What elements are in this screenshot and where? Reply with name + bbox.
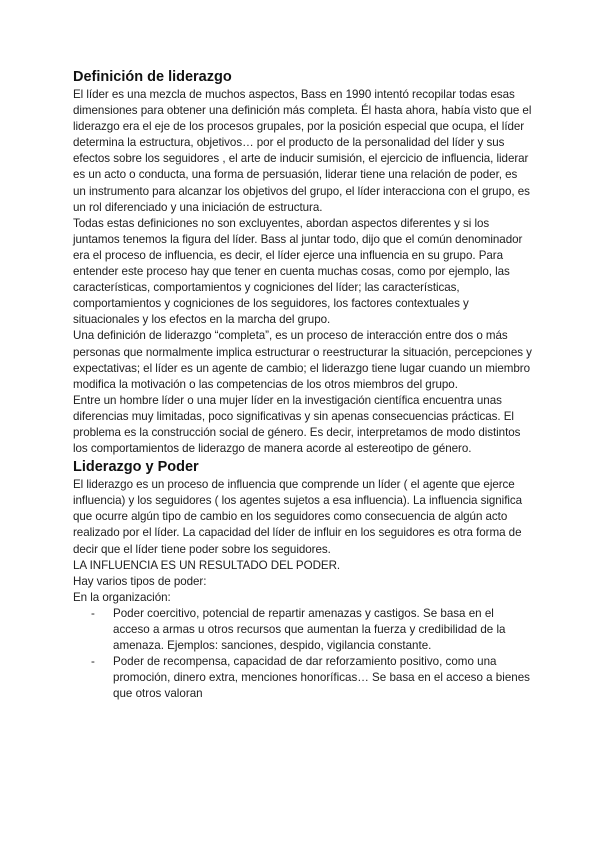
paragraph: Una definición de liderazgo “completa”, es un proceso de interacción entre dos o más personas que normalmente implica estructurar o reestructurar la situación, percepciones y expectativas; el líder es un agente de cambio; el liderazgo tiene lugar cuando un miembro modifica la motivación o las competencias de los otros miembros del grupo. <box>73 329 532 391</box>
section-heading-liderazgo-poder: Liderazgo y Poder <box>73 459 199 476</box>
section-heading-definicion: Definición de liderazgo <box>73 69 232 85</box>
list-item <box>91 606 533 654</box>
paragraph: Entre un hombre líder o una mujer líder en la investigación científica encuentra unas diferencias muy limitadas, poco significativas y sin apenas consecuencias prácticas. El problema es la construcción social de género. Es decir, interpretamos de modo distintos los comportamientos de liderazgo de manera acorde al estereotipo de género. <box>73 393 521 456</box>
bullet-dash: - <box>91 606 95 620</box>
paragraph: El líder es una mezcla de muchos aspectos, Bass en 1990 intentó recopilar todas esas dimensiones para obtener una definición más completa. Él hasta ahora, había visto que el liderazgo era el eje de los procesos grupales, por la posición especial que ocupa, el líder determina la estructura, objetivos… por el producto de la personalidad del líder y sus efectos sobre los seguidores , el arte de inducir sumisión, el ejercicio de influencia, liderar es un acto o conducta, una forma de persuasión, liderar tiene una relación de poder, es un instrumento para alcanzar los objetivos del grupo, el líder interacciona con el grupo, es un rol diferenciado y una iniciación de estructura. <box>73 88 532 214</box>
list-item <box>91 654 533 702</box>
paragraph: En la organización: <box>73 590 171 604</box>
paragraph: Hay varios tipos de poder: <box>73 574 207 588</box>
bullet-dash: - <box>91 655 95 669</box>
list-item-text: Poder de recompensa, capacidad de dar reforzamiento positivo, como una promoción, dinero extra, menciones honoríficas… Se basa en el acceso a bienes que otros valoran <box>113 655 530 701</box>
document-body <box>73 68 533 702</box>
paragraph: LA INFLUENCIA ES UN RESULTADO DEL PODER. <box>73 558 341 572</box>
paragraph: El liderazgo es un proceso de influencia que comprende un líder ( el agente que ejerce influencia) y los seguidores ( los agentes sujetos a esa influencia). La influencia significa que ocurre algún tipo de cambio en los seguidores como consecuencia de algún acto realizado por el líder. La capacidad del líder de influir en los seguidores es otra forma de decir que el líder tiene poder sobre los seguidores. <box>73 478 523 556</box>
list-item-text: Poder coercitivo, potencial de repartir amenazas y castigos. Se basa en el acceso a armas u otros recursos que aumentan la fuerza y credibilidad de la amenaza. Ejemplos: sanciones, despido, vigilancia constante. <box>113 606 506 653</box>
paragraph: Todas estas definiciones no son excluyentes, abordan aspectos diferentes y si los juntamos tenemos la figura del líder. Bass al juntar todo, dijo que el común denominador era el proceso de influencia, es decir, el líder ejerce una influencia en su grupo. Para entender este proceso hay que tener en cuenta muchas cosas, como por ejemplo, las características, comportamientos y cogniciones del líder; las características, comportamientos y cogniciones de los seguidores, los factores contextuales y situacionales y los efectos en la marcha del grupo. <box>73 216 523 327</box>
power-types-list <box>73 606 533 703</box>
